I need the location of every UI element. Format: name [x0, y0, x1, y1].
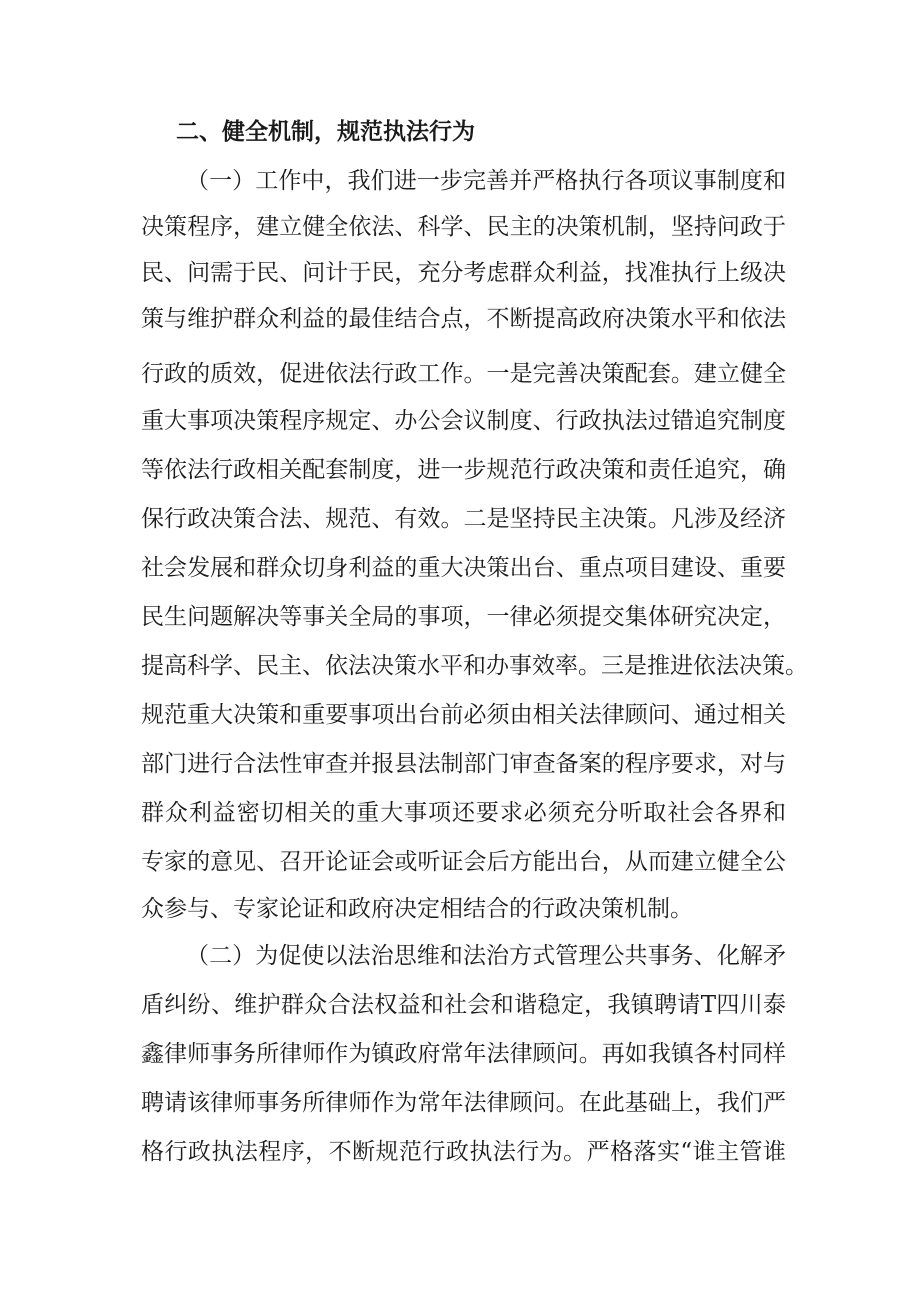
- paragraph-1-line-5: 行政的质效，促进依法行政工作。一是完善决策配套。建立健全: [141, 361, 786, 387]
- paragraph-1-line-6: 重大事项决策程序规定、办公会议制度、行政执法过错追究制度: [141, 408, 786, 434]
- paragraph-1-line-11: 提高科学、民主、依法决策水平和办事效率。三是推进依法决策。: [141, 653, 808, 679]
- paragraph-1-line-13: 部门进行合法性审查并报县法制部门审查备案的程序要求，对与: [141, 751, 786, 777]
- paragraph-1-line-12: 规范重大决策和重要事项出台前必须由相关法律顾问、通过相关: [141, 702, 786, 728]
- paragraph-1-line-1: （一）工作中，我们进一步完善并严格执行各项议事制度和: [186, 168, 786, 194]
- paragraph-1-line-3: 民、问需于民、问计于民，充分考虑群众利益，找准执行上级决: [141, 260, 786, 286]
- paragraph-1-line-9: 社会发展和群众切身利益的重大决策出台、重点项目建设、重要: [141, 555, 786, 581]
- paragraph-2-line-5: 格行政执法程序，不断规范行政执法行为。严格落实“谁主管谁: [141, 1139, 786, 1165]
- paragraph-1-line-15: 专家的意见、召开论证会或听证会后方能出台，从而建立健全公: [141, 849, 786, 875]
- paragraph-2-line-3: 鑫律师事务所律师作为镇政府常年法律顾问。再如我镇各村同样: [141, 1041, 786, 1067]
- section-heading: 二、健全机制，规范执法行为: [176, 119, 475, 145]
- paragraph-1-line-7: 等依法行政相关配套制度，进一步规范行政决策和责任追究，确: [141, 457, 786, 483]
- paragraph-2-line-1: （二）为促使以法治思维和法治方式管理公共事务、化解矛: [186, 943, 786, 969]
- paragraph-1-line-2: 决策程序，建立健全依法、科学、民主的决策机制，坚持问政于: [141, 214, 786, 240]
- paragraph-1-line-4: 策与维护群众利益的最佳结合点，不断提高政府决策水平和依法: [141, 306, 786, 332]
- paragraph-2-line-4: 聘请该律师事务所律师作为常年法律顾问。在此基础上，我们严: [141, 1090, 786, 1116]
- paragraph-1-line-14: 群众利益密切相关的重大事项还要求必须充分听取社会各界和: [141, 800, 786, 826]
- paragraph-2-line-2: 盾纠纷、维护群众合法权益和社会和谐稳定，我镇聘请T四川泰: [141, 992, 786, 1018]
- paragraph-1-line-10: 民生问题解决等事关全局的事项，一律必须提交集体研究决定，: [141, 604, 786, 630]
- paragraph-1-line-8: 保行政决策合法、规范、有效。二是坚持民主决策。凡涉及经济: [141, 506, 786, 532]
- paragraph-1-line-16: 众参与、专家论证和政府决定相结合的行政决策机制。: [141, 896, 693, 922]
